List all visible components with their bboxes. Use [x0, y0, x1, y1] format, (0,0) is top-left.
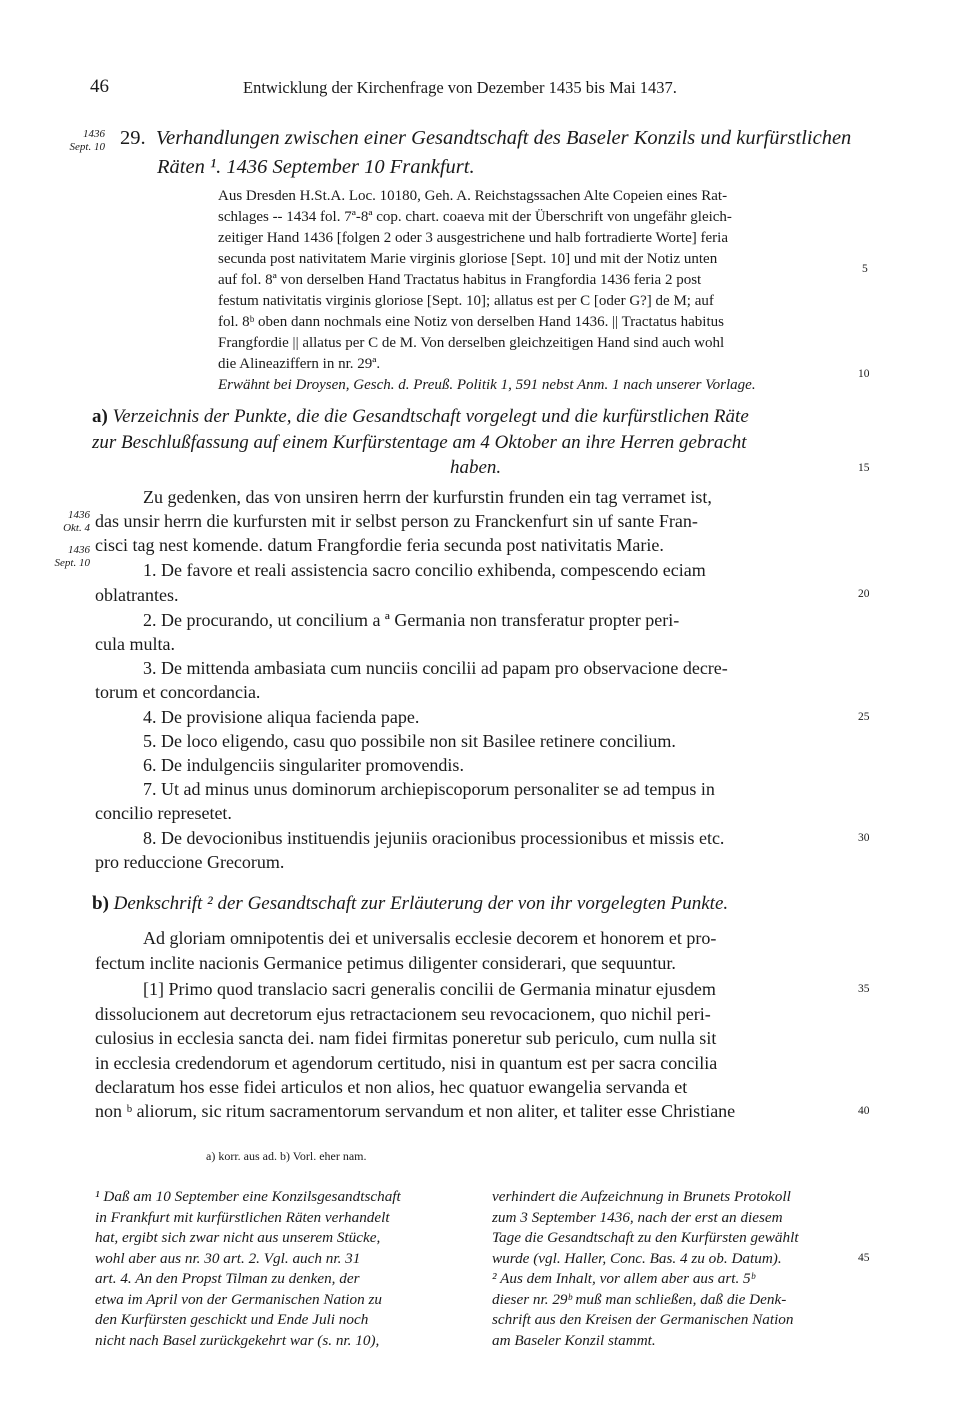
provenance-line-4: secunda post nativitatem Marie virginis gloriose [Sept. 10] und mit der Notiz unten [218, 251, 718, 267]
text-line-10: 4. De provisione aliqua facienda pape. [143, 707, 420, 727]
document-title-line-1: Verhandlungen zwischen einer Gesandtschaft des Baseler Konzils und kurfürstlichen [155, 127, 852, 149]
line-number: 15 [858, 462, 870, 474]
margin-date-3-year: 1436 [68, 544, 90, 556]
text-line-5: oblatrantes. [95, 585, 179, 605]
text-line-11: 5. De loco eligendo, casu quo possibile non sit Basilee retinere concilium. [143, 731, 676, 751]
text-line-2: das unsir herrn die kurfursten mit ir selbst person zu Franckenfurt sin uf sante Fran- [95, 511, 698, 531]
page-number: 46 [90, 76, 109, 97]
text-b-line-8: non ᵇ aliorum, sic ritum sacramentorum servandum et non aliter, et taliter esse Christiane [95, 1101, 736, 1121]
text-b-line-5: culosius in ecclesia sancta dei. nam fidei firmitas poneretur sub periculo, cum nulla sit [95, 1028, 717, 1048]
provenance-line-7: fol. 8ᵇ oben dann nochmals eine Notiz von derselben Hand 1436. || Tractatus habitus [218, 314, 724, 330]
footnote-right-line: wurde (vgl. Haller, Conc. Bas. 4 zu ob. Datum). [492, 1250, 782, 1267]
text-line-9: torum et concordancia. [95, 682, 261, 702]
text-line-1: Zu gedenken, das von unsiren herrn der kurfurstin frunden ein tag verramet ist, [143, 487, 712, 507]
margin-date-1-year: 1436 [83, 128, 105, 140]
running-title: Entwicklung der Kirchenfrage von Dezember 1435 bis Mai 1437. [243, 78, 677, 97]
text-b-line-7: declaratum hos esse fidei articulos et non alios, hec quatuor ewangelia servanda et [95, 1077, 688, 1097]
footnote-left-line: hat, ergibt sich zwar nicht aus unserem Stücke, [95, 1229, 381, 1246]
provenance-line-1: Aus Dresden H.St.A. Loc. 10180, Geh. A. Reichstagssachen Alte Copeien eines Rat- [218, 188, 728, 204]
footnote-right-line: dieser nr. 29ᵇ muß man schließen, daß die Denk- [492, 1291, 787, 1308]
text-b-line-6: in ecclesia credendorum et agendorum certitudo, nisi in quantum est per sacra concilia [95, 1053, 718, 1073]
text-b-line-3: [1] Primo quod translacio sacri generalis concilii de Germania minatur ejusdem [143, 979, 716, 999]
section-a-title-line-3: haben. [450, 457, 502, 478]
critical-apparatus: a) korr. aus ad. b) Vorl. eher nam. [206, 1149, 367, 1163]
text-line-14: concilio represetet. [95, 803, 232, 823]
footnote-left-line: in Frankfurt mit kurfürstlichen Räten verhandelt [95, 1209, 390, 1226]
provenance-line-2: schlages -- 1434 fol. 7ª-8ª cop. chart. coaeva mit der Überschrift von ungefähr gleich- [218, 209, 732, 225]
margin-date-1-day: Sept. 10 [69, 141, 105, 153]
provenance-line-9: die Alineaziffern in nr. 29ª. [218, 356, 381, 372]
section-a-heading-line-1 [92, 406, 749, 428]
provenance-line-5: auf fol. 8ª von derselben Hand Tractatus habitus in Frangfordia 1436 feria 2 post [218, 272, 702, 288]
text-line-15: 8. De devocionibus instituendis jejuniis oracionibus processionibus et missis etc. [143, 828, 725, 848]
line-number: 40 [858, 1105, 870, 1117]
line-number: 35 [858, 983, 870, 995]
footnote-left-line: etwa im April von der Germanischen Nation zu [95, 1291, 382, 1308]
footnote-right-line: verhindert die Aufzeichnung in Brunets Protokoll [492, 1188, 791, 1205]
provenance-line-3: zeitiger Hand 1436 [folgen 2 oder 3 ausgestrichene und halb fortradierte Worte] feria [218, 230, 728, 246]
provenance-line-10: Erwähnt bei Droysen, Gesch. d. Preuß. Politik 1, 591 nebst Anm. 1 nach unserer Vorlage. [218, 377, 756, 393]
text-line-13: 7. Ut ad minus unus dominorum archiepiscoporum personaliter se ad tempus in [143, 779, 715, 799]
provenance-line-6: festum nativitatis virginis gloriose [Sept. 10]; allatus est per C [oder G?] de M; auf [218, 293, 714, 309]
margin-date-2-day: Okt. 4 [63, 522, 90, 534]
text-line-3: cisci tag nest komende. datum Frangfordie feria secunda post nativitatis Marie. [95, 535, 664, 555]
text-line-8: 3. De mittenda ambasiata cum nunciis concilii ad papam pro observacione decre- [143, 658, 728, 678]
margin-date-3 [22, 544, 90, 570]
margin-date-2 [22, 509, 90, 535]
margin-date-2-year: 1436 [68, 509, 90, 521]
text-line-7: cula multa. [95, 634, 175, 654]
text-b-line-2: fectum inclite nacionis Germanice petimus diligenter considerari, que sequuntur. [95, 953, 676, 973]
footnote-right-line: Tage die Gesandtschaft zu den Kurfürsten gewählt [492, 1229, 799, 1246]
line-number: 30 [858, 832, 870, 844]
document-title [120, 124, 851, 182]
section-a-title-line-1: Verzeichnis der Punkte, die die Gesandtschaft vorgelegt und die kurfürstlichen Räte [112, 406, 749, 427]
text-line-16: pro reduccione Grecorum. [95, 852, 285, 872]
document-title-line-2: Räten ¹. 1436 September 10 Frankfurt. [157, 156, 475, 178]
text-b-line-1: Ad gloriam omnipotentis dei et universalis ecclesie decorem et honorem et pro- [143, 928, 717, 948]
footnote-left-line: wohl aber aus nr. 30 art. 2. Vgl. auch nr. 31 [95, 1250, 361, 1267]
line-number: 10 [858, 368, 870, 380]
line-number: 25 [858, 711, 870, 723]
section-a-title-line-2: zur Beschlußfassung auf einem Kurfürstentage am 4 Oktober an ihre Herren gebracht [92, 432, 747, 453]
section-b-label: b) [92, 893, 109, 914]
line-number: 45 [858, 1252, 870, 1264]
footnote-right-line: ² Aus dem Inhalt, vor allem aber aus art. 5ᵇ [492, 1270, 755, 1287]
footnote-left-line: nicht nach Basel zurückgekehrt war (s. nr. 10), [95, 1332, 380, 1349]
document-number: 29. [120, 127, 146, 149]
line-number: 5 [862, 263, 868, 275]
footnote-right-line: am Baseler Konzil stammt. [492, 1332, 656, 1349]
text-line-6: 2. De procurando, ut concilium a ª Germania non transferatur propter peri- [143, 610, 680, 630]
provenance-line-8: Frangfordie || allatus per C de M. Von derselben gleichzeitigen Hand sind auch wohl [218, 335, 725, 351]
line-number: 20 [858, 588, 870, 600]
text-line-12: 6. De indulgenciis singulariter promovendis. [143, 755, 464, 775]
footnote-left-line: den Kurfürsten geschickt und Ende Juli noch [95, 1311, 369, 1328]
section-b-heading [92, 893, 728, 915]
text-b-line-4: dissolucionem aut decretorum ejus retractacionem seu revocacionem, quo nichil peri- [95, 1004, 711, 1024]
footnote-right-line: zum 3 September 1436, nach der erst an diesem [492, 1209, 783, 1226]
margin-date-3-day: Sept. 10 [54, 557, 90, 569]
section-b-title: Denkschrift ² der Gesandtschaft zur Erläuterung der von ihr vorgelegten Punkte. [113, 893, 729, 914]
text-line-4: 1. De favore et reali assistencia sacro concilio exhibenda, compescendo eciam [143, 560, 706, 580]
margin-date-1 [37, 128, 105, 154]
footnote-left-line: art. 4. An den Propst Tilman zu denken, der [95, 1270, 360, 1287]
footnote-right-line: schrift aus den Kreisen der Germanischen Nation [492, 1311, 794, 1328]
section-a-label: a) [92, 406, 108, 427]
footnote-left-line: ¹ Daß am 10 September eine Konzilsgesandtschaft [95, 1188, 401, 1205]
